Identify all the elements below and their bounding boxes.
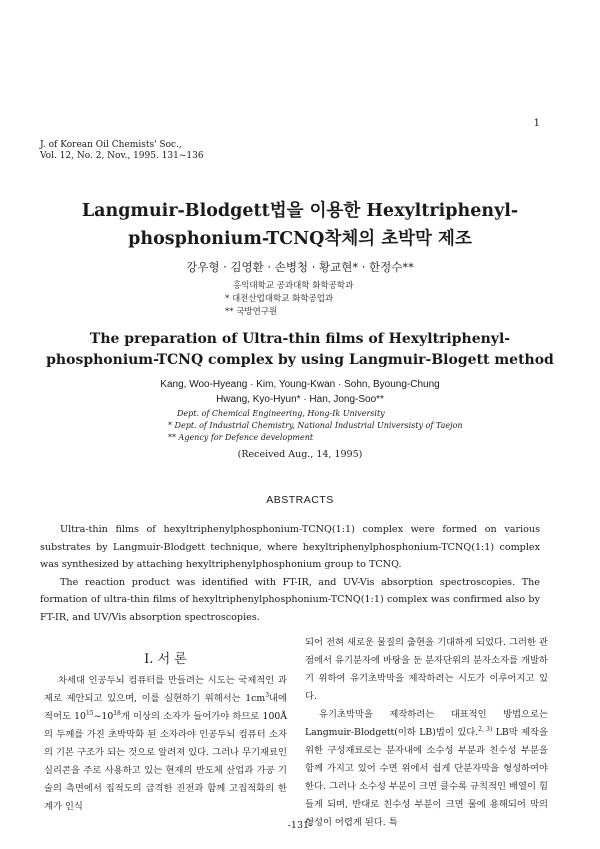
- journal-citation: [40, 140, 204, 162]
- superscript-18: 18: [113, 709, 121, 717]
- intro-paragraph-1: [44, 672, 287, 816]
- abstract-heading: ABSTRACTS: [266, 494, 334, 506]
- korean-authors: 강우형 · 김영환 · 손병청 · 황교현* · 한정수**: [186, 260, 414, 274]
- english-title-line-1: The preparation of Ultra-thin films of Hexyltriphenyl-: [89, 331, 511, 347]
- reference-superscript: 2, 3): [478, 725, 493, 733]
- english-title-line-2: phosphonium-TCNQ complex by using Langmuir-Blogett method: [46, 352, 554, 368]
- korean-affiliation-3: ** 국방연구원: [225, 307, 278, 317]
- journal-line-2: Vol. 12, No. 2, Nov., 1995. 131~136: [40, 151, 204, 161]
- english-affiliations: [168, 408, 463, 444]
- english-authors-line-2: Hwang, Kyo-Hyun* · Han, Jong-Soo**: [216, 394, 384, 405]
- superscript-15: 15: [85, 709, 94, 717]
- page-roman-numeral: 1: [533, 118, 540, 129]
- korean-title: [0, 197, 600, 253]
- english-affiliation-2: * Dept. of Industrial Chemistry, National Industrial Universisty of Taejon: [168, 421, 463, 430]
- journal-line-1: J. of Korean Oil Chemists' Soc.,: [40, 140, 182, 150]
- intro2-text-a: 유기초박막을 제작하려는 대표적인 방법으로는 Langmuir-Blodgett(이하 LB)법이 있다.: [305, 709, 548, 738]
- received-date: (Received Aug., 14, 1995): [237, 449, 363, 460]
- abstract-paragraph-1: Ultra-thin films of hexyltriphenylphosphonium-TCNQ(1:1) complex were formed on various substrates by Langmuir-Blodgett technique, where hexyltriphenylphosphonium-TCNQ(1:1) complex was synthesized by attaching hexyltriphenylphosphonium group to TCNQ.: [40, 524, 540, 570]
- intro-text-a: 차세대 인공두뇌 컴퓨터를 만들려는 시도는 국제적인 과제로 제안되고 있으며, 이를 실현하기 위해서는 1cm: [44, 675, 287, 704]
- intro2-text-b: LB막 제작을 위한 구성재료로는 분자내에 소수성 부분과 친수성 부분을 함께 가지고 있어 수면 위에서 쉽게 단분자막을 형성하여야 한다. 그러나 소수성 부분이 크면 클수록 규칙적인 배열이 힘들게 되며, 반대로 친수성 부분이 크면 물에 용해되어 막의 형성이 어렵게 된다. 특: [305, 727, 549, 828]
- english-affiliation-3: ** Agency for Defence development: [168, 433, 314, 442]
- korean-title-line-2: phosphonium-TCNQ착체의 초박막 제조: [128, 229, 472, 249]
- intro-text-c: ~10: [93, 711, 114, 722]
- korean-title-line-1: Langmuir-Blodgett법을 이용한 Hexyltriphenyl-: [81, 201, 519, 221]
- korean-affiliation-2: * 대전산업대학교 화학공업과: [225, 294, 334, 304]
- intro-paragraph-continued: 되어 전혀 새로운 물질의 출현을 기대하게 되었다. 그러한 관점에서 유기분자에 바탕을 둔 분자단위의 분자소자를 개발하기 위하여 유기초박막을 제작하려는 시도가 이루어지고 있다.: [305, 637, 548, 702]
- abstract-paragraph-2: The reaction product was identified with FT-IR, and UV-Vis absorption spectroscopies. The formation of ultra-thin films of hexyltriphenylphosphonium-TCNQ(1:1) complex was confirmed also by FT-IR, and UV/Vis absorption spectroscopies.: [40, 576, 540, 623]
- superscript-cube: 3: [265, 691, 270, 699]
- right-column: [305, 634, 548, 832]
- section-heading-introduction: I. 서 론: [144, 652, 187, 667]
- english-affiliation-1: Dept. of Chemical Engineering, Hong-Ik University: [177, 409, 385, 418]
- left-column: [44, 672, 287, 816]
- abstract-body: [40, 521, 540, 626]
- page-number: -131-: [287, 820, 313, 831]
- intro-text-b: 내에 적어도 10: [44, 693, 287, 722]
- english-title: [0, 329, 600, 371]
- korean-affiliations: [225, 280, 353, 319]
- english-authors: [0, 377, 600, 407]
- english-authors-line-1: Kang, Woo-Hyeang · Kim, Young-Kwan · Sohn, Byoung-Chung: [160, 379, 440, 390]
- intro-text-d: 개 이상의 소자가 들어가야 하므로 100Å의 두께를 가진 초박막화 된 소자라야 인공두뇌 컴퓨터 소자의 기본 구조가 되는 것으로 알려져 있다. 그러나 무기재료인 실리콘을 주로 사용하고 있는 현재의 반도체 산업과 가공 기술의 측면에서 집적도의 급격한 진전과 함께 고집적화의 한계가 인식: [44, 711, 287, 812]
- intro-paragraph-2: [305, 706, 548, 832]
- korean-affiliation-1: 홍익대학교 공과대학 화학공학과: [233, 281, 354, 291]
